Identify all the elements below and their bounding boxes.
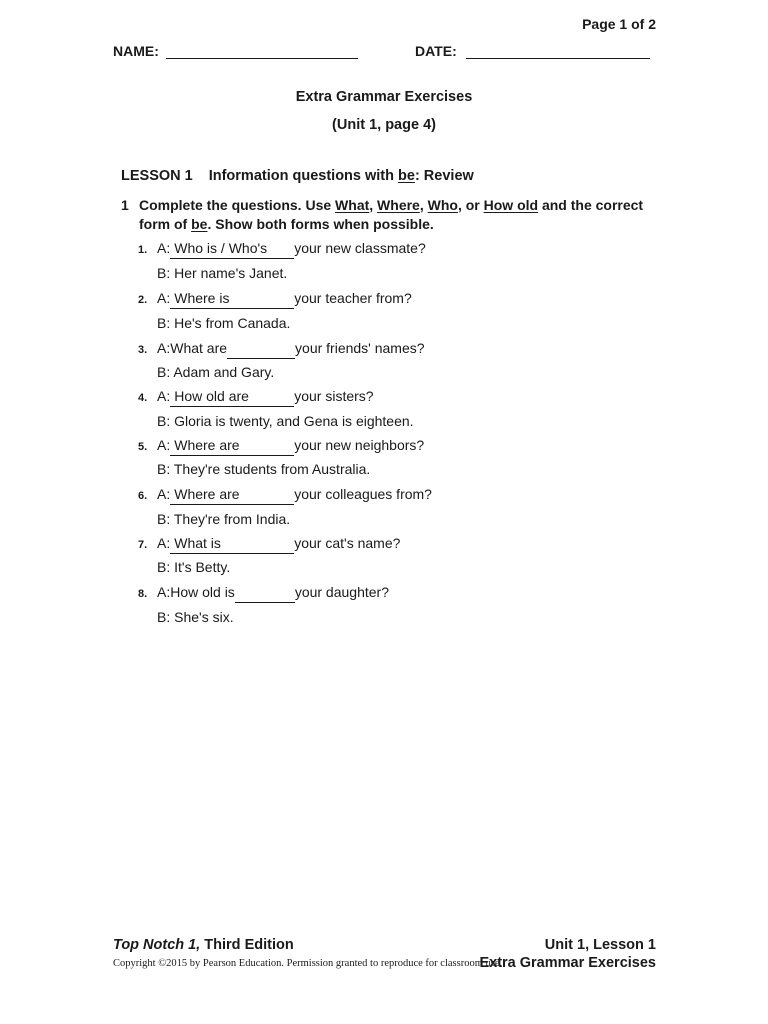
copyright-notice: Copyright ©2015 by Pearson Education. Permission granted to reproduce for classroom use. xyxy=(113,958,503,969)
question-text: your teacher from? xyxy=(294,290,412,306)
speaker-a-prefix: A: xyxy=(157,437,171,453)
page-subtitle: (Unit 1, page 4) xyxy=(332,117,436,133)
answer-text: Where are xyxy=(174,437,240,453)
question-text: your sisters? xyxy=(294,388,374,404)
answer-blank[interactable] xyxy=(170,438,294,456)
answer-text: What is xyxy=(174,535,221,551)
response-line-7: B: It's Betty. xyxy=(157,559,231,575)
response-line-1: B: Her name's Janet. xyxy=(157,265,288,281)
item-number: 4. xyxy=(138,392,148,404)
instr-text-3: , xyxy=(419,197,428,213)
answer-blank[interactable] xyxy=(227,341,295,359)
question-line-5 xyxy=(138,436,424,456)
keyword-what: What xyxy=(335,197,370,213)
instr-text-2: , xyxy=(369,197,378,213)
lesson-label: LESSON 1 xyxy=(121,168,193,184)
instr-text-4: , or xyxy=(457,197,484,213)
name-field[interactable] xyxy=(166,58,358,59)
edition: Third Edition xyxy=(200,937,294,953)
footer-section: Extra Grammar Exercises xyxy=(479,955,656,971)
question-line-1 xyxy=(138,239,426,259)
book-title: Top Notch 1, xyxy=(113,937,201,953)
answer-text: Who is / Who's xyxy=(174,240,268,256)
footer-unit-lesson: Unit 1, Lesson 1 xyxy=(544,937,656,953)
speaker-a-prefix: A: xyxy=(157,535,171,551)
lesson-topic-prefix: Information questions with xyxy=(208,168,399,184)
instr-text-5: and the correct form of xyxy=(139,197,644,232)
answer-blank[interactable] xyxy=(170,291,294,309)
instr-text-6: . Show both forms when possible. xyxy=(207,216,434,232)
speaker-a-prefix: A:What are xyxy=(157,340,228,356)
answer-blank[interactable] xyxy=(170,389,294,407)
item-number: 6. xyxy=(138,490,148,502)
question-text: your cat's name? xyxy=(294,535,401,551)
exercise-number: 1 xyxy=(121,197,129,213)
page-number: Page 1 of 2 xyxy=(582,16,656,32)
item-number: 5. xyxy=(138,441,148,453)
keyword-who: Who xyxy=(427,197,458,213)
answer-text: Where is xyxy=(174,290,230,306)
keyword-be: be xyxy=(191,216,208,232)
answer-blank[interactable] xyxy=(170,487,294,505)
answer-text: How old are xyxy=(174,388,249,404)
response-line-8: B: She's six. xyxy=(157,609,234,625)
question-text: your daughter? xyxy=(294,584,389,600)
question-text: your friends' names? xyxy=(295,340,425,356)
speaker-a-prefix: A: xyxy=(157,240,171,256)
item-number: 2. xyxy=(138,294,148,306)
speaker-a-prefix: A: xyxy=(157,290,171,306)
speaker-a-prefix: A: xyxy=(157,486,171,502)
question-text: your new classmate? xyxy=(294,240,426,256)
instruction-text xyxy=(139,196,659,234)
question-line-7 xyxy=(138,534,400,554)
answer-blank[interactable] xyxy=(170,536,294,554)
question-line-8 xyxy=(138,583,389,603)
date-label: DATE: xyxy=(415,43,457,59)
response-line-2: B: He's from Canada. xyxy=(157,315,291,331)
lesson-topic-suffix: : Review xyxy=(414,168,474,184)
item-number: 7. xyxy=(138,539,148,551)
question-line-2 xyxy=(138,289,412,309)
answer-blank[interactable] xyxy=(235,585,295,603)
keyword-where: Where xyxy=(377,197,420,213)
lesson-heading xyxy=(121,168,474,184)
name-label: NAME: xyxy=(113,43,159,59)
question-line-6 xyxy=(138,485,432,505)
response-line-4: B: Gloria is twenty, and Gena is eighteen. xyxy=(157,413,414,429)
response-line-5: B: They're students from Australia. xyxy=(157,461,371,477)
answer-text: Where are xyxy=(174,486,240,502)
speaker-a-prefix: A:How old is xyxy=(157,584,235,600)
instr-text-1: Complete the questions. Use xyxy=(139,197,336,213)
item-number: 1. xyxy=(138,244,148,256)
item-number: 3. xyxy=(138,344,148,356)
speaker-a-prefix: A: xyxy=(157,388,171,404)
answer-blank[interactable] xyxy=(170,241,294,259)
lesson-topic-key: be xyxy=(398,168,415,184)
question-text: your colleagues from? xyxy=(294,486,432,502)
keyword-how-old: How old xyxy=(483,197,539,213)
date-field[interactable] xyxy=(466,58,650,59)
lesson-topic xyxy=(209,168,474,184)
footer-book-title xyxy=(113,937,294,953)
question-text: your new neighbors? xyxy=(294,437,425,453)
item-number: 8. xyxy=(138,588,148,600)
page-title: Extra Grammar Exercises xyxy=(295,89,473,105)
question-line-4 xyxy=(138,387,374,407)
response-line-3: B: Adam and Gary. xyxy=(157,364,275,380)
response-line-6: B: They're from India. xyxy=(157,511,291,527)
question-line-3 xyxy=(138,339,425,359)
